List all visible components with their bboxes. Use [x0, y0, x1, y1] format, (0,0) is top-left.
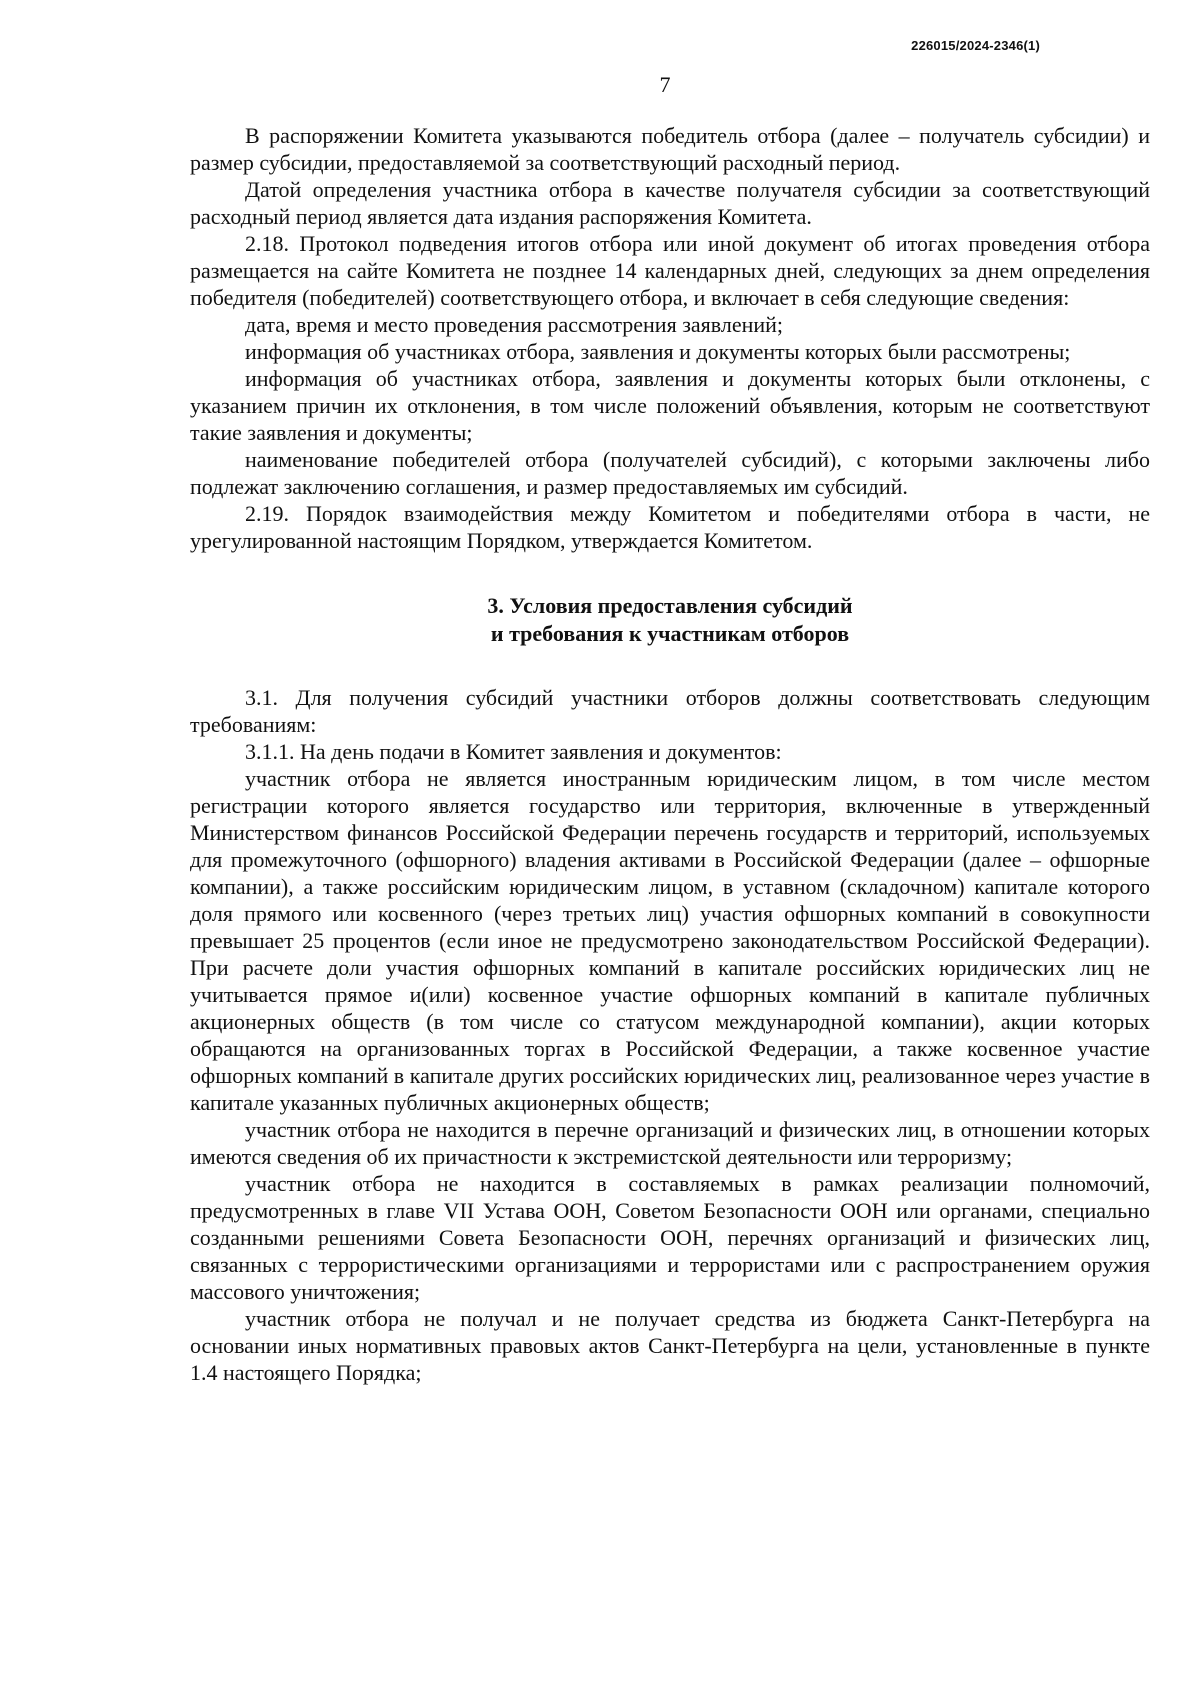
document-registration-number: 226015/2024-2346(1) [911, 38, 1040, 53]
page-number: 7 [659, 72, 671, 97]
paragraph: 3.1.1. На день подачи в Комитет заявления и документов: [245, 739, 782, 764]
paragraph: Датой определения участника отбора в качестве получателя субсидии за соответствующий расходный период является дата издания распоряжения Комитета. [190, 177, 1150, 229]
paragraph: В распоряжении Комитета указываются победитель отбора (далее – получатель субсидии) и размер субсидии, предоставляемой за соответствующий расходный период. [190, 123, 1150, 175]
list-paragraph: информация об участниках отбора, заявления и документы которых были отклонены, с указанием причин их отклонения, в том числе положений объявления, которым не соответствуют такие заявления и документы; [190, 366, 1150, 445]
paragraph: 2.18. Протокол подведения итогов отбора или иной документ об итогах проведения отбора размещается на сайте Комитета не позднее 14 календарных дней, следующих за днем определения победителя (победителей) соответствующего отбора, и включает в себя следующие сведения: [190, 231, 1150, 310]
section-heading-line2: и требования к участникам отборов [490, 621, 850, 646]
paragraph: 3.1. Для получения субсидий участники отборов должны соответствовать следующим требованиям: [190, 685, 1150, 737]
list-paragraph: дата, время и место проведения рассмотрения заявлений; [245, 312, 784, 337]
list-paragraph: наименование победителей отбора (получателей субсидий), с которыми заключены либо подлежат заключению соглашения, и размер предоставляемых им субсидий. [190, 447, 1150, 499]
requirement-paragraph: участник отбора не находится в перечне организаций и физических лиц, в отношении которых имеются сведения об их причастности к экстремистской деятельности или терроризму; [190, 1117, 1150, 1169]
paragraph: 2.19. Порядок взаимодействия между Комитетом и победителями отбора в части, не урегулированной настоящим Порядком, утверждается Комитетом. [190, 501, 1150, 553]
requirement-paragraph: участник отбора не является иностранным юридическим лицом, в том числе местом регистрации которого является государство или территория, включенные в утвержденный Министерством финансов Российской Федерации перечень государств и территорий, используемых для промежуточного (офшорного) владения активами в Российской Федерации (далее – офшорные компании), а также российским юридическим лицом, в уставном (складочном) капитале которого доля прямого или косвенного (через третьих лиц) участия офшорных компаний в совокупности превышает 25 процентов (если иное не предусмотрено законодательством Российской Федерации). При расчете доли участия офшорных компаний в капитале российских юридических лиц не учитывается прямое и(или) косвенное участие офшорных компаний в капитале публичных акционерных обществ (в том числе со статусом международной компании), акции которых обращаются на организованных торгах в Российской Федерации, а также косвенное участие офшорных компаний в капитале других российских юридических лиц, реализованное через участие в капитале указанных публичных акционерных обществ; [190, 766, 1150, 1115]
document-body [190, 122, 1150, 1386]
section-heading-line1: 3. Условия предоставления субсидий [487, 593, 853, 618]
list-paragraph: информация об участниках отбора, заявления и документы которых были рассмотрены; [245, 339, 1071, 364]
requirement-paragraph: участник отбора не находится в составляемых в рамках реализации полномочий, предусмотренных в главе VII Устава ООН, Советом Безопасности ООН или органами, специально созданными решениями Совета Безопасности ООН, перечнях организаций и физических лиц, связанных с террористическими организациями и террористами или с распространением оружия массового уничтожения; [190, 1171, 1150, 1304]
requirement-paragraph: участник отбора не получал и не получает средства из бюджета Санкт-Петербурга на основании иных нормативных правовых актов Санкт-Петербурга на цели, установленные в пункте 1.4 настоящего Порядка; [190, 1306, 1150, 1385]
section-heading [190, 592, 1150, 648]
